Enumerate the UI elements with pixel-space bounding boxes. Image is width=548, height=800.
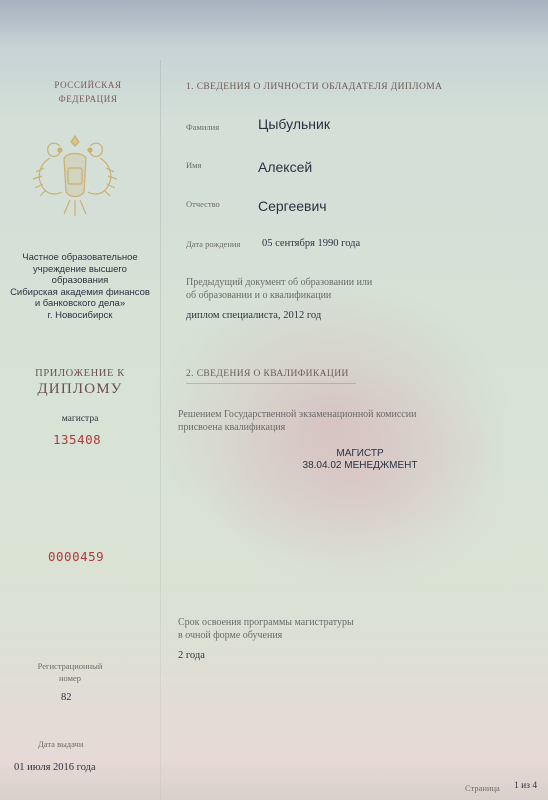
- previous-document-value: диплом специалиста, 2012 год: [186, 310, 322, 321]
- russian-coat-of-arms-icon: [30, 128, 120, 223]
- birth-date-value: 05 сентября 1990 года: [262, 238, 361, 249]
- qualification-title: МАГИСТР: [336, 448, 384, 459]
- patronymic-label: Отчество: [186, 199, 220, 209]
- previous-document-label: [186, 276, 372, 302]
- issue-date: 01 июля 2016 года: [14, 762, 96, 773]
- study-term-label-line-1: Срок освоения программы магистратуры: [178, 617, 354, 628]
- registration-label-line-1: Регистрационный: [37, 661, 103, 671]
- surname-value: Цыбульник: [258, 116, 330, 132]
- qualification: [260, 448, 460, 472]
- appendix-title-line-2: ДИПЛОМУ: [37, 381, 123, 397]
- registration-number: 82: [61, 692, 72, 703]
- registration-label: [10, 660, 130, 684]
- org-line: учреждение высшего: [33, 263, 127, 275]
- section-1-title: 1. СВЕДЕНИЯ О ЛИЧНОСТИ ОБЛАДАТЕЛЯ ДИПЛОМА: [186, 82, 443, 92]
- appendix-title-line-1: ПРИЛОЖЕНИЕ К: [35, 368, 125, 379]
- page-number: 1 из 4: [514, 781, 538, 791]
- qualification-specialty: 38.04.02 МЕНЕДЖМЕНТ: [302, 460, 418, 471]
- column-divider: [160, 60, 161, 800]
- commission-decision-line-2: присвоена квалификация: [178, 422, 286, 433]
- appendix-title: [10, 368, 150, 398]
- appendix-number: 0000459: [48, 549, 105, 564]
- org-line: образования: [51, 275, 109, 286]
- registration-label-line-2: номер: [58, 673, 82, 683]
- page-label: Страница: [465, 783, 500, 793]
- degree-level: магистра: [61, 414, 99, 424]
- study-term-label: [178, 616, 354, 642]
- commission-decision: [178, 408, 416, 434]
- country-name: [28, 78, 148, 106]
- previous-document-label-line-1: Предыдущий документ об образовании или: [186, 277, 373, 288]
- org-line: и банковского дела»: [34, 298, 126, 309]
- org-line: г. Новосибирск: [47, 309, 113, 321]
- previous-document-label-line-2: об образовании и о квалификации: [186, 290, 332, 301]
- section-2-title: 2. СВЕДЕНИЯ О КВАЛИФИКАЦИИ: [186, 369, 349, 379]
- organization-name: [0, 252, 160, 321]
- birth-date-label: Дата рождения: [186, 239, 241, 249]
- blank-serial-number: 135408: [53, 432, 102, 447]
- study-term-value: 2 года: [178, 650, 205, 661]
- org-line: Сибирская академия финансов: [10, 286, 150, 298]
- name-value: Алексей: [258, 159, 313, 175]
- name-label: Имя: [186, 160, 202, 170]
- section-2-underline: [186, 383, 356, 384]
- commission-decision-line-1: Решением Государственной экзаменационной комиссии: [178, 409, 417, 420]
- country-line-2: ФЕДЕРАЦИЯ: [58, 94, 118, 104]
- country-line-1: РОССИЙСКАЯ: [54, 80, 122, 90]
- study-term-label-line-2: в очной форме обучения: [178, 630, 283, 641]
- surname-label: Фамилия: [186, 122, 220, 132]
- paper-top-edge: [0, 0, 548, 48]
- patronymic-value: Сергеевич: [258, 198, 327, 214]
- org-line: Частное образовательное: [22, 252, 138, 263]
- issue-date-label: Дата выдачи: [38, 739, 84, 749]
